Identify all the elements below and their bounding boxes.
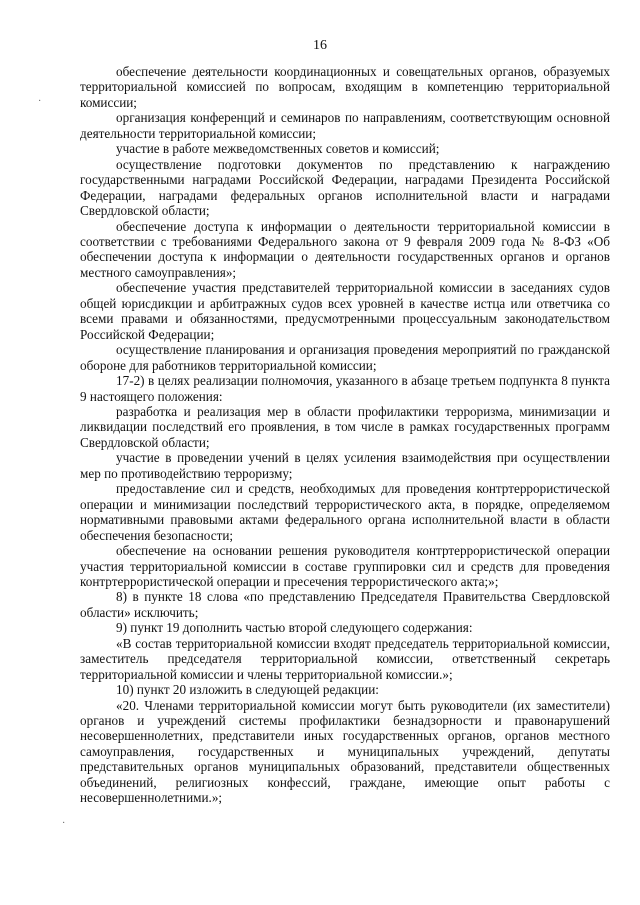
paragraph: обеспечение доступа к информации о деятельности территориальной комиссии в соответствии с требованиями Федерального закона от 9 февраля 2009 года № 8-ФЗ «Об обеспечении доступа к информации о деятельности государственных органов и органов местного самоуправления»;: [80, 218, 610, 280]
paragraph: 9) пункт 19 дополнить частью второй следующего содержания:: [116, 620, 473, 636]
paragraph: разработка и реализация мер в области профилактики терроризма, минимизации и ликвидации последствий его проявления, в том числе в рамках государственных программ Свердловской области;: [80, 403, 610, 450]
paragraph: участие в проведении учений в целях усиления взаимодействия при осуществлении мер по противодействию терроризму;: [80, 450, 610, 481]
paragraph: 17-2) в целях реализации полномочия, указанного в абзаце третьем подпункта 8 пункта 9 настоящего положения:: [80, 373, 610, 404]
scan-speck: ·: [38, 96, 42, 107]
paragraph: «20. Членами территориальной комиссии могут быть руководители (их заместители) органов и учреждений системы профилактики безнадзорности и правонарушений несовершеннолетних, представители иных государственных органов, органов местного самоуправления, государственных и муниципальных учреждений, депутаты представительных органов муниципальных образований, представители общественных объединений, религиозных конфессий, граждане, имеющие опыт работы с несовершеннолетними.»;: [80, 697, 610, 806]
paragraph: организация конференций и семинаров по направлениям, соответствующим основной деятельности территориальной комиссии;: [80, 110, 610, 141]
paragraph: обеспечение деятельности координационных и совещательных органов, образуемых территориальной комиссией по вопросам, входящим в компетенцию территориальной комиссии;: [80, 64, 610, 110]
paragraph: «В состав территориальной комиссии входят председатель территориальной комиссии, заместитель председателя территориальной комиссии, ответственный секретарь территориальной комиссии и члены территориальной комиссии.»;: [80, 635, 610, 682]
paragraph: обеспечение участия представителей территориальной комиссии в заседаниях судов общей юрисдикции и арбитражных судов всех уровней в качестве истца или ответчика со всеми правами и обязанностями, предусмотренными процессуальным законодательством Российской Федерации;: [80, 280, 610, 342]
paragraph: осуществление подготовки документов по представлению к награждению государственными наградами Российской Федерации, наградами Президента Российской Федерации, наградами федеральных органов исполнительной власти и наградами Свердловской области;: [80, 156, 610, 219]
paragraph: обеспечение на основании решения руководителя контртеррористической операции участия территориальной комиссии в составе группировки сил и средств для проведения контртеррористической операции и пресечения террористического акта;»;: [80, 543, 610, 589]
paragraph: участие в работе межведомственных советов и комиссий;: [116, 141, 440, 157]
paragraph: предоставление сил и средств, необходимых для проведения контртеррористической операции и минимизации последствий террористического акта, в порядке, определяемом нормативными правовыми актами федерального органа исполнительной власти в области обеспечения безопасности;: [80, 481, 610, 543]
paragraph: осуществление планирования и организация проведения мероприятий по гражданской обороне для работников территориальной комиссии;: [80, 342, 610, 373]
scan-speck: ·: [62, 818, 66, 829]
page-number: 16: [313, 38, 327, 53]
document-body: [80, 64, 610, 806]
paragraph: 8) в пункте 18 слова «по представлению Председателя Правительства Свердловской области» исключить;: [80, 589, 610, 620]
paragraph: 10) пункт 20 изложить в следующей редакции:: [116, 682, 379, 698]
